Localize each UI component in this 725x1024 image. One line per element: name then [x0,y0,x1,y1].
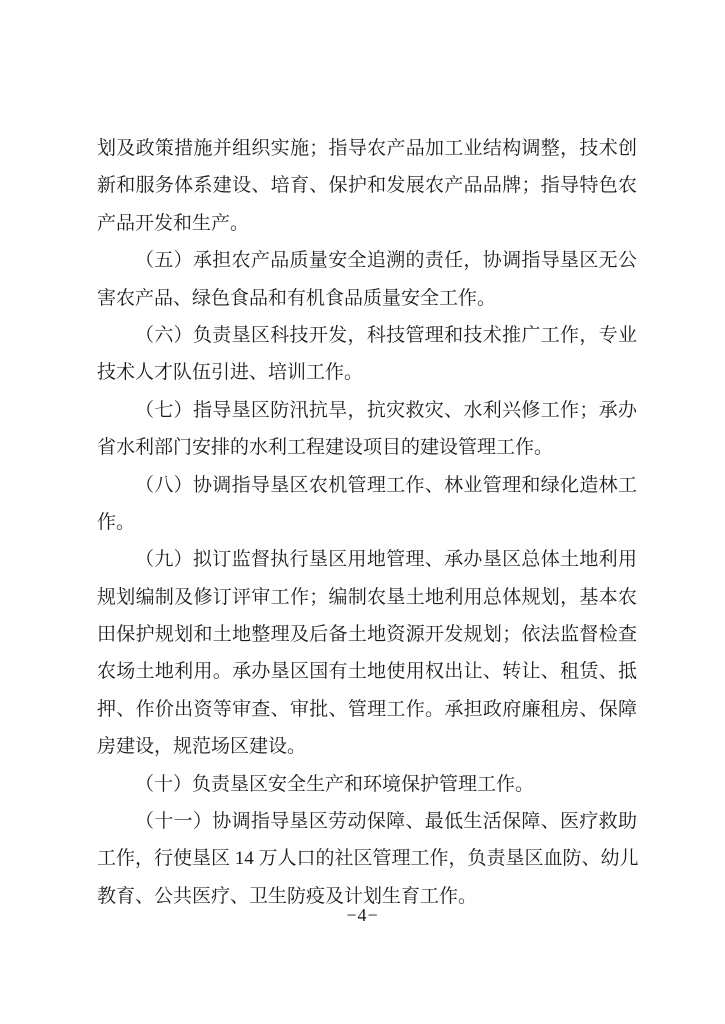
text-line: 田保护规划和土地整理及后备土地资源开发规划；依法监督检查 [97,624,637,646]
text-line: 教育、公共医疗、卫生防疫及计划生育工作。 [97,885,478,907]
text-line: 新和服务体系建设、培育、保护和发展农产品品牌；指导特色农 [97,175,637,197]
document-body [97,130,637,915]
text-line: （八）协调指导垦区农机管理工作、林业管理和绿化造林工 [135,474,637,496]
text-line: 害农产品、绿色食品和有机食品质量安全工作。 [97,287,497,309]
text-line: 产品开发和生产。 [97,212,250,234]
text-line: （五）承担农产品质量安全追溯的责任，协调指导垦区无公 [135,250,637,272]
text-line: （十一）协调指导垦区劳动保障、最低生活保障、医疗救助 [135,811,637,833]
page-number: −4− [346,905,379,925]
text-line: 房建设，规范场区建设。 [97,736,307,758]
text-line: 规划编制及修订评审工作；编制农垦土地利用总体规划，基本农 [97,586,637,608]
text-line: （六）负责垦区科技开发，科技管理和技术推广工作，专业 [135,324,637,346]
text-line: （七）指导垦区防汛抗旱，抗灾救灾、水利兴修工作；承办 [135,399,637,421]
text-line: （九）拟订监督执行垦区用地管理、承办垦区总体土地利用 [135,549,637,571]
text-line: 技术人才队伍引进、培训工作。 [97,362,364,384]
text-line: 工作，行使垦区 14 万人口的社区管理工作，负责垦区血防、幼儿 [97,848,639,870]
text-line: 划及政策措施并组织实施；指导农产品加工业结构调整，技术创 [97,138,637,159]
text-line: 作。 [97,511,136,533]
text-line: 押、作价出资等审查、审批、管理工作。承担政府廉租房、保障 [97,698,637,720]
text-line: 省水利部门安排的水利工程建设项目的建设管理工作。 [97,437,554,459]
text-line: （十）负责垦区安全生产和环境保护管理工作。 [135,773,535,795]
text-line: 农场土地利用。承办垦区国有土地使用权出让、转让、租赁、抵 [97,661,637,683]
